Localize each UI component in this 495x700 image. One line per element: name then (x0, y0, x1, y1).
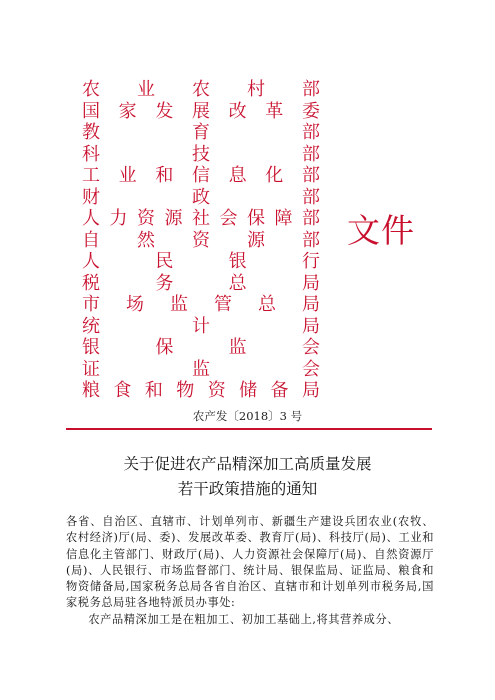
issuer-char: 统 (82, 315, 100, 337)
issuer-char: 局 (302, 294, 320, 315)
issuer-char: 务 (155, 272, 174, 294)
red-divider-line (66, 428, 432, 430)
issuer-char: 业 (137, 79, 155, 100)
issuer-row (82, 381, 320, 401)
issuer-char: 然 (137, 229, 155, 251)
issuer-char: 银 (82, 337, 100, 358)
issuer-row (82, 102, 320, 122)
issuer-char: 部 (302, 143, 320, 165)
document-number: 农产发〔2018〕3 号 (192, 409, 303, 423)
issuer-char: 计 (192, 315, 210, 337)
issuer-char: 监 (228, 337, 247, 358)
addressees-paragraph: 各省、自治区、直辖市、计划单列市、新疆生产建设兵团农业(农牧、农村经济)厅(局、委)、发展改革委、教育厅(局)、科技厅(局)、工业和信息化主管部门、财政厅(局)、人力资源社会保障厅(局)、自然资源厅(局)、人民银行、市场监督部门、统计局、银保监局、证监局、粮食和物资储备局,国家税务总局各省自治区、直辖市和计划单列市税务局,国家税务总局驻各地特派员办事处: (66, 515, 434, 610)
issuer-char: 监 (170, 294, 188, 315)
issuer-char: 资 (192, 229, 210, 251)
issuer-char: 和 (155, 165, 174, 186)
issuer-char: 社 (192, 208, 210, 229)
document-title-line-1: 关于促进农产品精深加工高质量发展 (123, 455, 372, 473)
issuer-char: 场 (126, 294, 144, 315)
issuer-char: 储 (239, 380, 258, 401)
issuer-char: 部 (301, 165, 320, 186)
issuer-char: 资 (137, 208, 155, 229)
issuer-char: 市 (82, 294, 100, 315)
issuer-row (82, 209, 320, 229)
issuer-char: 总 (258, 294, 276, 315)
issuer-char: 保 (155, 337, 174, 358)
issuer-char: 改 (228, 100, 247, 122)
issuer-char: 税 (82, 272, 100, 294)
issuer-char: 化 (265, 165, 284, 186)
issuing-agencies (82, 80, 320, 403)
issuer-char: 工 (82, 165, 100, 186)
issuer-char: 部 (302, 122, 320, 143)
issuer-char: 部 (302, 229, 320, 251)
issuer-char: 人 (82, 208, 100, 229)
issuer-row (82, 166, 320, 186)
issuer-char: 信 (191, 165, 210, 186)
body-paragraph-1: 农产品精深加工是在粗加工、初加工基础上,将其营养成分、 (88, 612, 400, 626)
issuer-char: 局 (301, 272, 320, 294)
issuer-char: 农 (82, 79, 100, 100)
issuer-char: 村 (247, 79, 265, 100)
issuer-char: 部 (302, 186, 320, 208)
issuer-char: 食 (113, 380, 132, 401)
issuer-char: 会 (219, 208, 238, 229)
issuer-char: 会 (301, 337, 320, 358)
issuer-char: 教 (82, 122, 100, 143)
issuer-row (82, 80, 320, 100)
issuer-char: 保 (247, 208, 265, 229)
issuer-char: 展 (191, 100, 210, 122)
issuer-row (82, 338, 320, 358)
issuer-char: 政 (192, 186, 210, 208)
issuer-char: 管 (214, 294, 232, 315)
issuer-row (82, 274, 320, 294)
issuer-char: 部 (302, 208, 320, 229)
issuer-row (82, 231, 320, 251)
issuer-char: 会 (302, 358, 320, 380)
issuer-char: 人 (82, 251, 100, 272)
issuer-char: 力 (109, 208, 128, 229)
issuer-row (82, 317, 320, 337)
issuer-char: 局 (301, 380, 320, 401)
issuer-char: 粮 (82, 380, 100, 401)
issuer-char: 资 (207, 380, 226, 401)
issuer-char: 民 (155, 251, 174, 272)
issuer-char: 技 (192, 143, 210, 165)
document-title-line-2: 若干政策措施的通知 (177, 480, 318, 498)
issuer-char: 局 (302, 315, 320, 337)
issuer-row (82, 145, 320, 165)
issuer-char: 国 (82, 100, 100, 122)
issuer-char: 业 (118, 165, 137, 186)
issuer-row (82, 360, 320, 380)
issuer-char: 革 (265, 100, 284, 122)
issuer-char: 源 (247, 229, 265, 251)
issuer-char: 部 (302, 79, 320, 100)
issuer-char: 委 (301, 100, 320, 122)
issuer-row (82, 188, 320, 208)
issuer-char: 农 (192, 79, 210, 100)
issuer-char: 科 (82, 143, 100, 165)
issuer-char: 物 (176, 380, 195, 401)
issuer-row (82, 252, 320, 272)
issuer-char: 行 (301, 251, 320, 272)
document-body (66, 514, 434, 628)
issuer-row (82, 123, 320, 143)
issuer-char: 银 (228, 251, 247, 272)
issuer-char: 发 (155, 100, 174, 122)
issuer-char: 障 (274, 208, 293, 229)
issuer-char: 家 (118, 100, 137, 122)
document-suffix: 文件 (347, 211, 415, 250)
issuer-char: 监 (192, 358, 210, 380)
issuer-char: 源 (164, 208, 183, 229)
issuer-row (82, 295, 320, 315)
issuer-char: 息 (228, 165, 247, 186)
issuer-char: 备 (270, 380, 289, 401)
issuer-char: 和 (144, 380, 163, 401)
issuer-char: 证 (82, 358, 100, 380)
issuer-char: 育 (192, 122, 210, 143)
issuer-char: 总 (228, 272, 247, 294)
issuer-char: 财 (82, 186, 100, 208)
issuer-char: 自 (82, 229, 100, 251)
